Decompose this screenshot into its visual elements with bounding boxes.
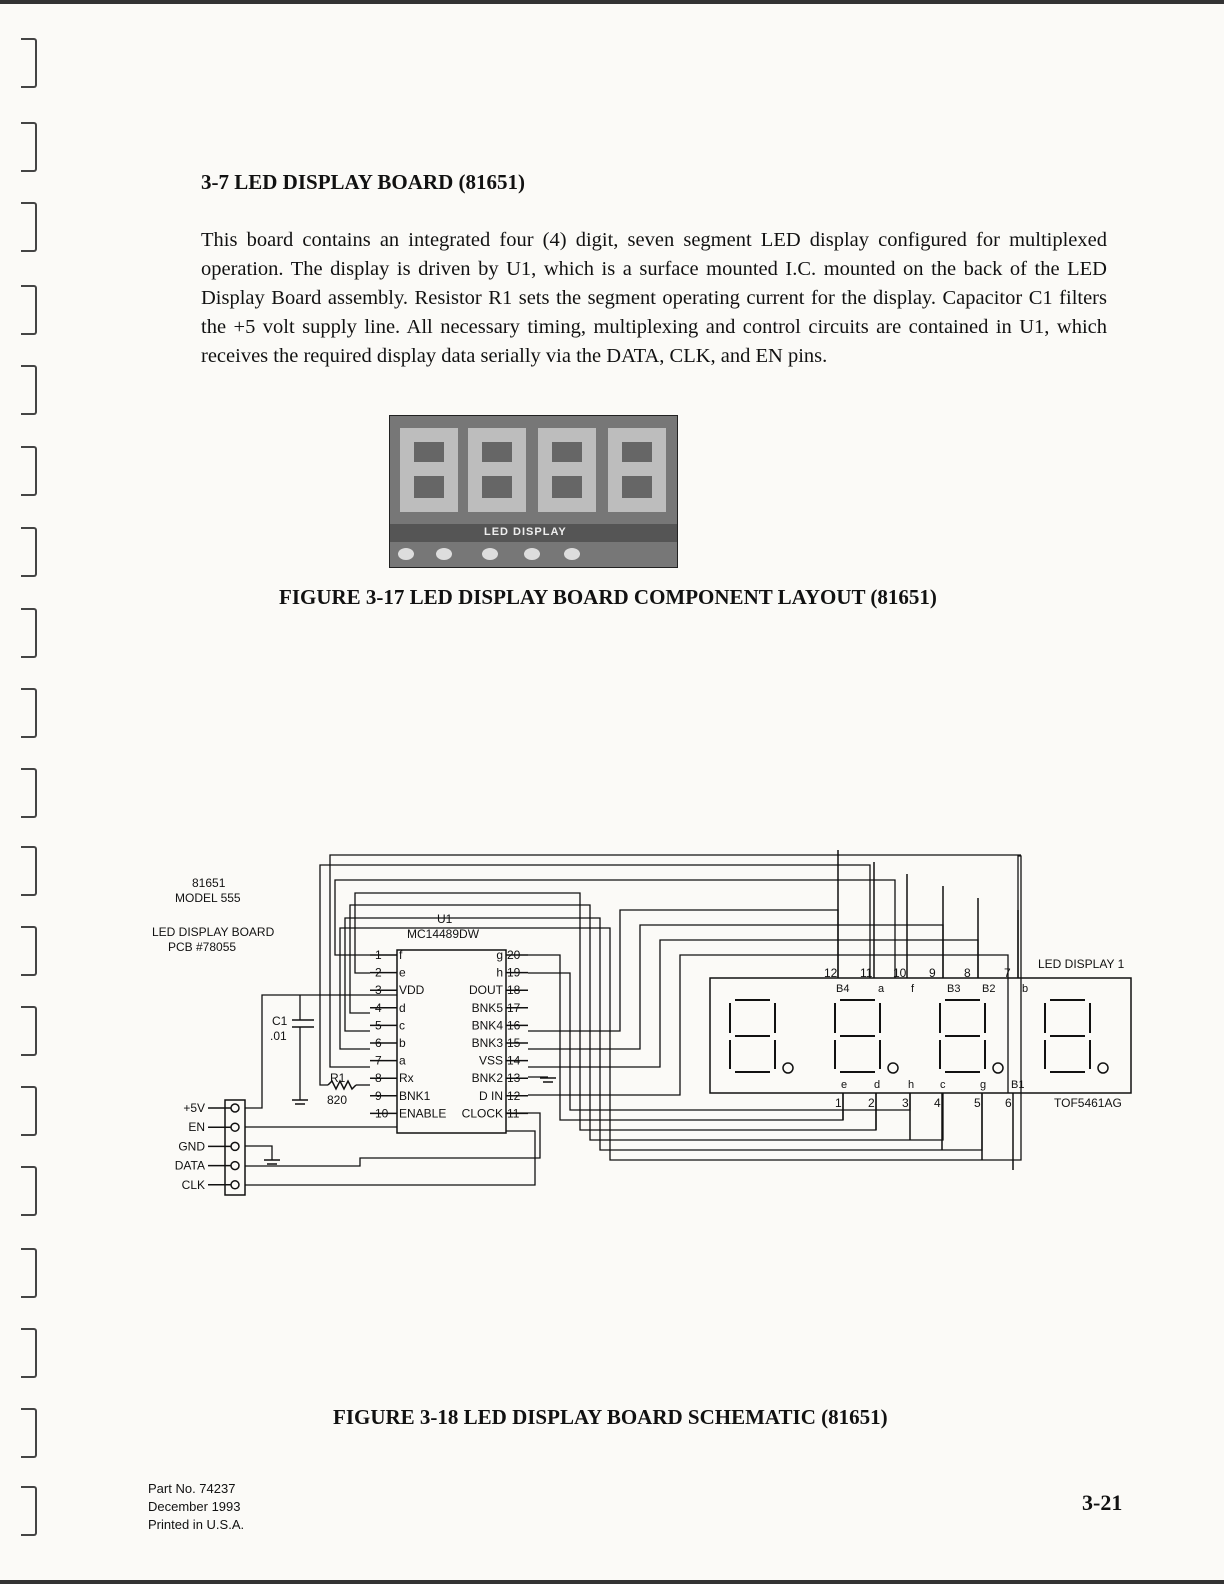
display-pin-number: 10 [893,966,907,980]
board-model: MODEL 555 [175,891,241,905]
ic-pin-number: 1 [375,948,382,962]
board-pcb-number: PCB #78055 [168,940,237,954]
ic-pin-label: g [496,948,503,962]
ic-pin-number: 7 [375,1053,382,1068]
display-part-number: TOF5461AG [1054,1096,1122,1110]
display-decimal-point [993,1063,1003,1073]
board-name: LED DISPLAY BOARD [152,925,275,939]
ic-pin-number: 13 [507,1071,521,1086]
resistor-value: 820 [327,1093,348,1107]
ic-pin-label: b [399,1036,406,1050]
footer-info [148,1480,244,1534]
page-number: 3-21 [1082,1490,1123,1515]
display-decimal-point [888,1063,898,1073]
ic-pin-label: h [496,965,503,980]
wire-trace [528,973,910,1110]
display-decimal-point [1098,1063,1108,1073]
ic-pin-label: BNK4 [471,1018,503,1033]
ic-pin-label: ENABLE [399,1106,447,1121]
ic-pin-label: BNK2 [471,1071,503,1086]
display-pin-label: b [1022,983,1029,995]
ic-pin-number: 15 [507,1036,521,1050]
connector-label: DATA [174,1158,205,1173]
display-pin-label: f [911,983,915,995]
ic-pin-number: 4 [375,1000,382,1015]
wire-trace [330,855,1021,1067]
ic-pin-label: CLOCK [461,1106,503,1121]
ic-pin-label: VDD [399,983,425,998]
wire-trace [528,940,978,1067]
display-pin-label: a [878,983,885,995]
section-heading: 3-7 LED DISPLAY BOARD (81651) [201,170,525,194]
printed-in: Printed in U.S.A. [148,1517,245,1532]
ic-reference: U1 [437,912,453,926]
ic-pin-label: BNK3 [471,1036,503,1050]
display-pin-number: 4 [934,1096,941,1110]
ic-pin-label: e [399,965,406,980]
ic-pin-label: d [399,1000,406,1015]
display-pin-label: B3 [947,983,961,995]
ic-pin-label: BNK1 [399,1088,431,1103]
resistor-reference: R1 [330,1071,346,1085]
connector-pin [231,1123,239,1131]
board-number: 81651 [192,876,226,890]
ic-pin-label: c [399,1018,405,1033]
display-pin-number: 9 [929,966,936,980]
capacitor-reference: C1 [272,1014,288,1028]
display-pin-label: B4 [836,983,850,995]
ic-pin-number: 10 [375,1106,389,1121]
ic-pin-number: 19 [507,965,521,980]
ic-pin-number: 16 [507,1018,521,1033]
wire-trace [245,1113,540,1166]
connector-label: GND [178,1139,205,1154]
display-pin-label: B1 [1011,1079,1025,1091]
display-pin-number: 6 [1005,1096,1012,1110]
ic-part-number: MC14489DW [407,927,480,941]
connector-label: CLK [181,1177,205,1192]
connector-pin [231,1142,239,1150]
connector-pin [231,1162,239,1170]
ic-pin-label: a [399,1053,406,1068]
ic-pin-label: D IN [479,1088,503,1103]
display-pin-number: 7 [1004,966,1011,980]
display-pin-number: 3 [902,1096,909,1110]
display-pin-number: 8 [964,966,971,980]
section-paragraph: This board contains an integrated four (4) digit, seven segment LED display configured for multiplexed operation. The display is driven by U1, which is a surface mounted I.C. mounted on the back of the LED Display Board assembly. Resistor R1 sets the segment operating current for the display. Capacitor C1 filters the +5 volt supply line. All necessary timing, multiplexing and control circuits are contained in U1, which receives the required display data serially via the DATA, CLK, and EN pins. [201,229,1107,367]
figure-3-17-caption: FIGURE 3-17 LED DISPLAY BOARD COMPONENT LAYOUT (81651) [279,585,937,609]
ic-pin-number: 12 [507,1088,521,1103]
capacitor-value: .01 [270,1029,287,1043]
ic-pin-label: BNK5 [471,1000,503,1015]
wire-trace [245,1146,272,1160]
display-pin-number: 2 [868,1096,875,1110]
ic-pin-label: DOUT [469,983,503,998]
connector-label: +5V [183,1101,205,1115]
ic-pin-label: Rx [399,1071,414,1086]
display-pin-number: 12 [824,966,838,980]
ic-pin-number: 8 [375,1071,382,1086]
display-pin-number: 5 [974,1096,981,1110]
display-reference: LED DISPLAY 1 [1038,957,1125,971]
display-pin-label: g [980,1079,987,1091]
ic-pin-number: 9 [375,1088,382,1103]
display-pin-number: 1 [835,1096,842,1110]
display-pin-label: d [874,1079,881,1091]
photo-label: LED DISPLAY [484,526,567,538]
ic-pin-number: 5 [375,1018,382,1033]
ic-pin-number: 17 [507,1000,521,1015]
ic-pin-number: 6 [375,1036,382,1050]
display-decimal-point [783,1063,793,1073]
ic-pin-label: VSS [478,1053,503,1068]
part-number: Part No. 74237 [148,1481,236,1496]
ic-pin-label: f [399,948,403,962]
ic-pin-number: 11 [507,1106,520,1121]
connector-label: EN [188,1120,205,1135]
display-pin-label: c [940,1079,946,1091]
ic-pin-number: 2 [375,965,382,980]
figure-3-18-caption: FIGURE 3-18 LED DISPLAY BOARD SCHEMATIC (81651) [333,1405,888,1429]
print-date: December 1993 [148,1499,241,1514]
connector-pin [231,1181,239,1189]
display-pin-label: h [908,1079,915,1091]
ic-pin-number: 20 [507,948,521,962]
connector-pin [231,1104,239,1112]
ic-pin-number: 18 [507,983,521,998]
display-pin-label: e [841,1079,848,1091]
ic-pin-number: 3 [375,983,382,998]
display-pin-number: 11 [860,966,873,980]
display-pin-label: B2 [982,983,996,995]
ic-pin-number: 14 [507,1053,521,1068]
